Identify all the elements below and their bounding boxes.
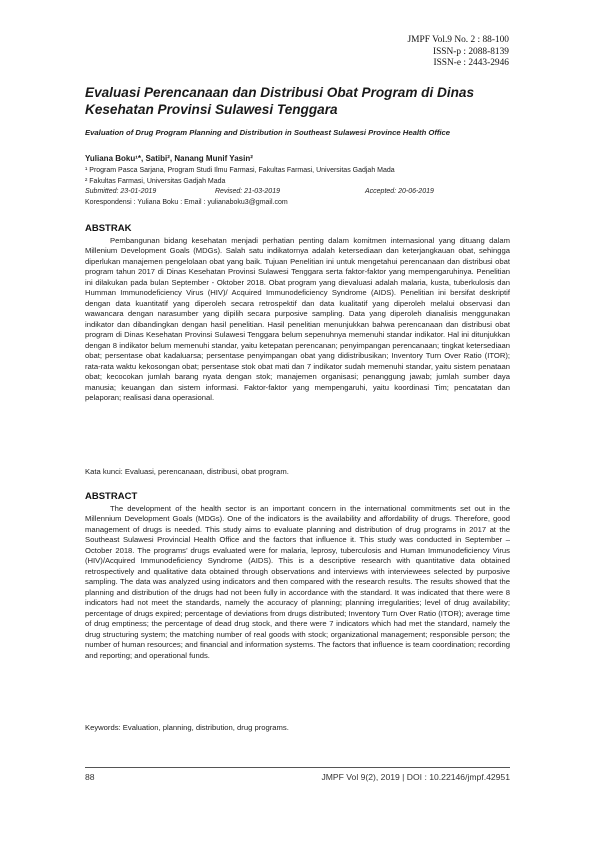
correspondence: Korespondensi : Yuliana Boku : Email : yulianaboku3@gmail.com <box>85 199 288 206</box>
abstrak-text: Pembangunan bidang kesehatan menjadi perhatian penting dalam komitmen internasional yang dituang dalam Millenium Development Goals (MDGs). Salah satu indikatornya adalah ketersediaan dan keterjangkauan obat, sehingga diperlukan manajemen pengelolaan obat yang baik. Tujuan Penelitian ini untuk mengetahui perencanaan dan distribusi obat program tahun 2017 di Dinas Kesehatan Provinsi Sulawesi Tenggara serta faktor-faktor yang mempengaruhinya. Penelitian ini dilakukan pada bulan September - Oktober 2018. Obat program yang dievaluasi adalah malaria, kusta, tuberkulosis dan Humman Immunodeficiency Virus (HIV)/ Acquired Immunodeficiency Syndrome (AIDS). Penelitian ini bersifat deskriptif dengan data kuantitatif yang diperoleh secara retrospektif dan data kualitatif yang diperoleh melalui observasi dan wawancara dengan narasumber yang dipilih secara purposive sampling. Data yang diperoleh dianalisis menggunakan indikator dan dibandingkan dengan hasil penelitian. Hasil penelitian menunjukkan bahwa perencanaan dan distribusi obat program di Dinas Kesehatan Provinsi Sulawesi Tenggara belum sepenuhnya memenuhi standar indikator. Hal ini ditunjukkan dengan 8 indikator belum memenuhi standar, yaitu ketepatan perencanan; penyimpangan perencanaan; tingkat ketersediaan obat; persentase obat kadaluarsa; persentase penyimpangan obat yang didistribusikan; Inventory Turn Over Ratio (ITOR); rata-rata waktu kekosongan obat; persentase stok obat mati dan 7 indikator sudah memenuhi standar, yaitu sistem penataan obat; kecocokan jumlah barang nyata dengan stok; manajemen organisasi; penanggung jawab; jumlah sumber daya manusia; keuangan dan sistem informasi. Faktor-faktor yang mempengaruhi, yaitu koordinasi Tim; pencatatan dan pelaporan; realisasi dana operasional. <box>85 236 510 403</box>
author-list: Yuliana Boku¹*, Satibi², Nanang Munif Yasin² <box>85 154 253 163</box>
revised-date: Revised: 21-03-2019 <box>215 188 280 195</box>
paper-subtitle: Evaluation of Drug Program Planning and Distribution in Southeast Sulawesi Province Health Office <box>85 128 451 137</box>
journal-volume: JMPF Vol.9 No. 2 : 88-100 <box>407 35 509 45</box>
paper-title: Evaluasi Perencanaan dan Distribusi Obat Program di Dinas Kesehatan Provinsi Sulawesi Tenggara <box>85 85 475 117</box>
abstract-heading: ABSTRACT <box>85 491 138 502</box>
abstrak-heading: ABSTRAK <box>85 223 132 234</box>
affiliation-1: ¹ Program Pasca Sarjana, Program Studi Ilmu Farmasi, Fakultas Farmasi, Universitas Gadjah Mada <box>85 167 395 174</box>
submission-dates <box>85 187 525 197</box>
abstract-keywords: Keywords: Evaluation, planning, distribution, drug programs. <box>85 723 289 732</box>
submitted-date: Submitted: 23-01-2019 <box>85 188 157 195</box>
issn-print: ISSN-p : 2088-8139 <box>432 47 509 57</box>
issn-electronic: ISSN-e : 2443-2946 <box>433 58 509 68</box>
abstract-body <box>85 504 510 661</box>
abstract-text: The development of the health sector is an important concern in the international commitments set out in the Millennium Development Goals (MDGs). One of the indicators is the availability and affordability of drugs. Therefore, good management of drugs is needed. This study aims to evaluate planning and distribution of drug programs in 2017 at the Southeast Sulawesi Provincial Health Office and the factors that influence it. This study was conducted in September – October 2018. The programs’ drugs evaluated were for malaria, leprosy, tuberculosis and Human Immunodeficiency Virus (HIV)/Acquired Immunodeficiency Syndrome (AIDS). This is a descriptive research with quantitative data obtained retrospectively and qualitative data obtained through observations and interviews with interviewees selected by purposive sampling. The data was analyzed using indicators and then compared with the research results. The results showed that the planning and distribution of the drugs had not been fully in accordance with the standard. It was indicated that there were 8 indicators had not meet the standards, namely the accuracy of planning; planning irregularities; level of drug availability; percentage of drugs expired; percentage of deviations from drugs distributed; Inventory Turn Over Ratio (ITOR); average time of drug emptiness; the percentage of dead drug stock, and there were 7 indicators which had met the standard, namely the drug structuring system; the matching number of real goods with stock; organizational management; responsible person; the number of human resources; and financial and information systems. The factors that influence is team coordination; recording and reporting; and operational funds. <box>85 504 510 660</box>
page-number: 88 <box>85 772 95 782</box>
footer-divider <box>85 767 510 768</box>
accepted-date: Accepted: 20-06-2019 <box>365 188 434 195</box>
footer-citation: JMPF Vol 9(2), 2019 | DOI : 10.22146/jmpf.42951 <box>321 772 510 782</box>
abstrak-keywords: Kata kunci: Evaluasi, perencanaan, distribusi, obat program. <box>85 467 289 476</box>
abstrak-body <box>85 236 510 404</box>
affiliation-2: ² Fakultas Farmasi, Universitas Gadjah Mada <box>85 178 226 185</box>
